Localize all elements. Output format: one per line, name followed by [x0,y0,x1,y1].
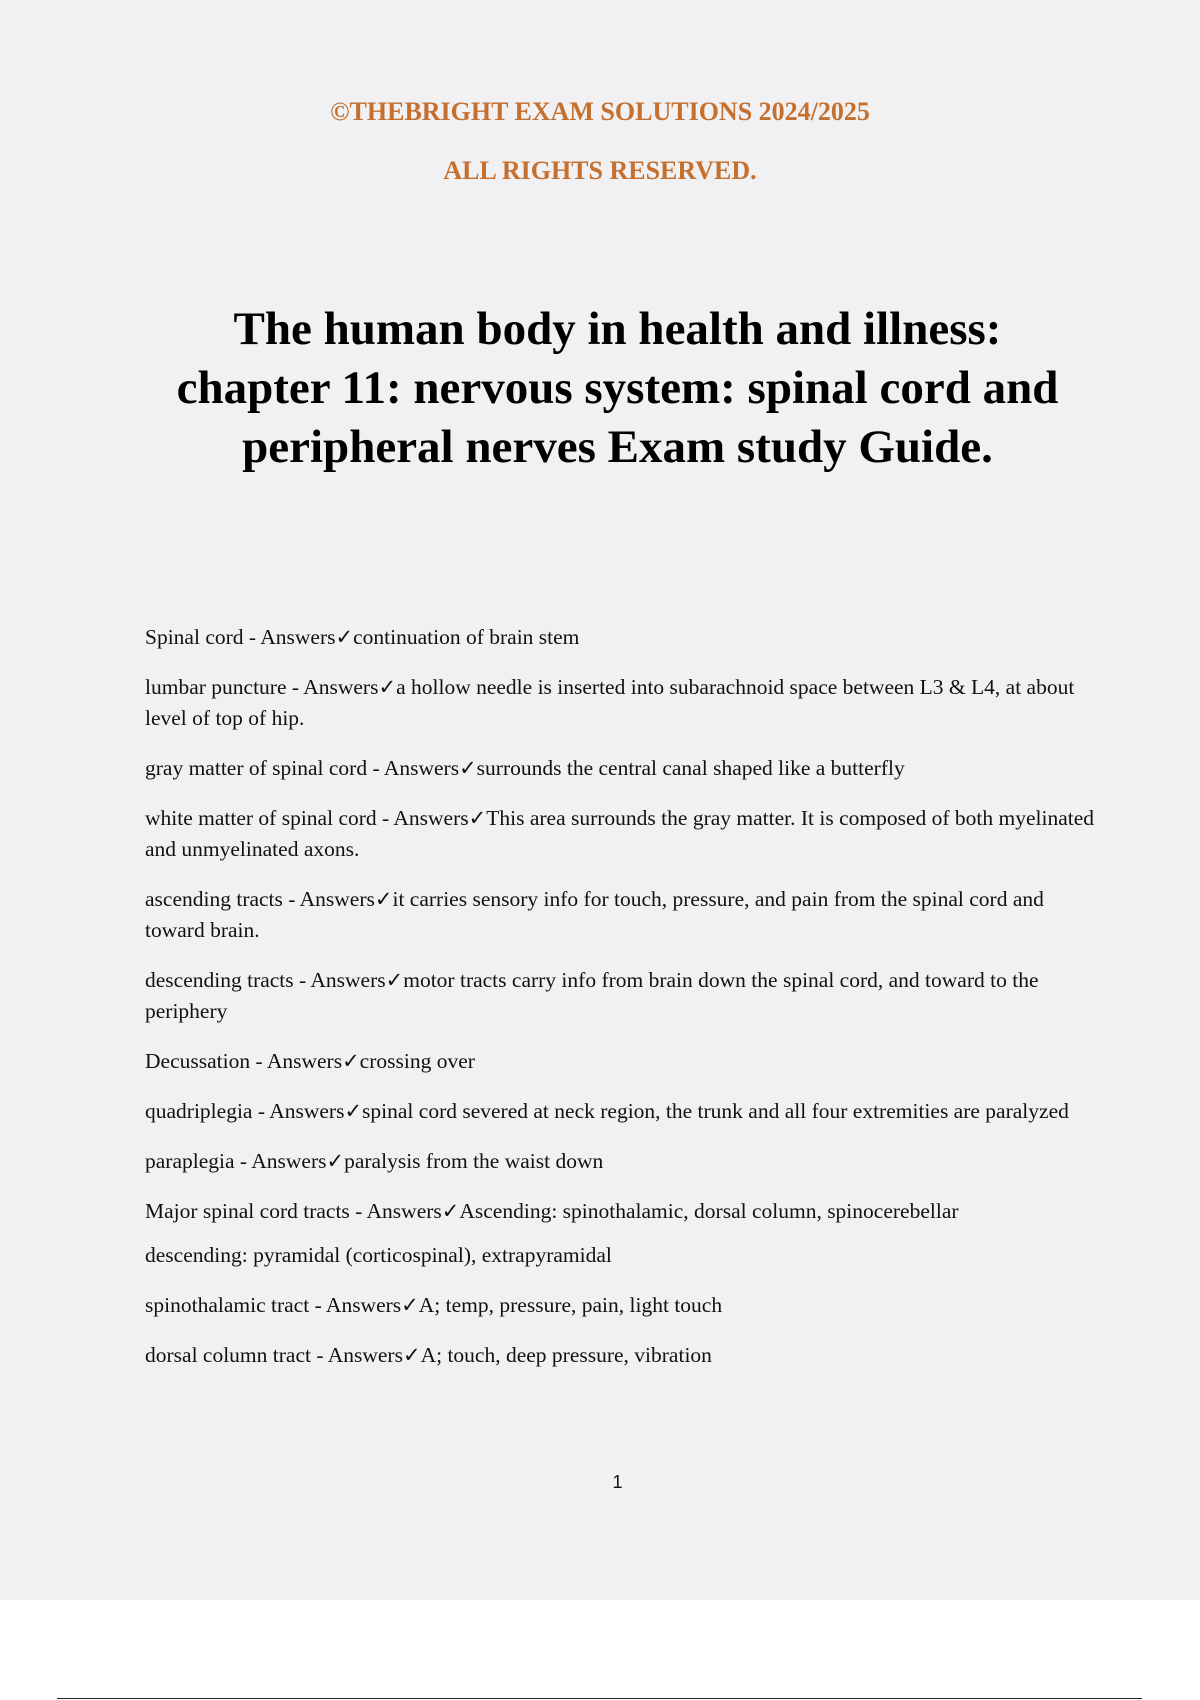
entry-definition: motor tracts carry info from brain down the spinal cord, and toward to the periphery [145,968,1039,1023]
checkmark-icon: ✓ [441,1199,460,1223]
entry-term: Spinal cord [145,625,244,649]
document-title [100,300,1135,477]
entry-definition: surrounds the central canal shaped like a butterfly [476,756,905,780]
entry-answers-label: - Answers [309,1293,402,1317]
entry-definition: This area surrounds the gray matter. It is composed of both myelinated and unmyelinated axons. [145,806,1095,861]
entry-definition: spinal cord severed at neck region, the trunk and all four extremities are paralyzed [362,1099,1069,1123]
qa-entry [145,622,1095,653]
entry-term: gray matter of spinal cord [145,756,368,780]
qa-entry-list [145,622,1095,1390]
entry-definition: A; temp, pressure, pain, light touch [418,1293,723,1317]
entry-definition: paralysis from the waist down [344,1149,604,1173]
checkmark-icon: ✓ [342,1049,360,1073]
title-line-1: The human body in health and illness: [233,303,1002,355]
qa-entry [145,1340,1095,1371]
checkmark-icon: ✓ [378,675,397,699]
entry-answers-label: - Answers [250,1049,343,1073]
checkmark-icon: ✓ [374,887,393,911]
entry-answers-label: - Answers [376,806,469,830]
checkmark-icon: ✓ [385,968,404,992]
entry-answers-label: - Answers [310,1343,403,1367]
entry-answers-label: - Answers [367,756,460,780]
entry-term: paraplegia [145,1149,235,1173]
entry-term: descending tracts [145,968,294,992]
entry-answers-label: - Answers [349,1199,442,1223]
qa-entry [145,1196,1095,1227]
entry-term: dorsal column tract [145,1343,311,1367]
entry-definition: Ascending: spinothalamic, dorsal column, spinocerebellar [459,1199,959,1223]
qa-entry [145,753,1095,784]
qa-entry-continuation [145,1240,1095,1271]
checkmark-icon: ✓ [344,1099,363,1123]
entry-term: quadriplegia [145,1099,253,1123]
title-line-2: chapter 11: nervous system: spinal cord and [176,362,1059,414]
entry-definition: continuation of brain stem [353,625,580,649]
qa-entry [145,1290,1095,1321]
entry-answers-label: - Answers [243,625,336,649]
qa-entry [145,1096,1095,1127]
checkmark-icon: ✓ [401,1293,419,1317]
entry-term: Decussation [145,1049,251,1073]
qa-entry [145,1146,1095,1177]
checkmark-icon: ✓ [459,756,477,780]
qa-entry [145,1046,1095,1077]
qa-entry [145,672,1095,734]
page-number: 1 [612,1472,623,1492]
checkmark-icon: ✓ [468,806,487,830]
entry-term: white matter of spinal cord [145,806,377,830]
entry-answers-label: - Answers [293,968,386,992]
entry-term: lumbar puncture [145,675,287,699]
entry-definition: A; touch, deep pressure, vibration [420,1343,712,1367]
entry-term: Major spinal cord tracts [145,1199,350,1223]
qa-entry [145,884,1095,946]
entry-definition: crossing over [359,1049,475,1073]
copyright-header: ©THEBRIGHT EXAM SOLUTIONS 2024/2025 [330,97,870,126]
rights-reserved-header: ALL RIGHTS RESERVED. [443,156,757,185]
checkmark-icon: ✓ [326,1149,345,1173]
title-line-3: peripheral nerves Exam study Guide. [242,421,993,473]
checkmark-icon: ✓ [402,1343,421,1367]
entry-continuation-text: descending: pyramidal (corticospinal), extrapyramidal [145,1243,612,1267]
entry-answers-label: - Answers [286,675,379,699]
entry-answers-label: - Answers [252,1099,345,1123]
entry-answers-label: - Answers [234,1149,327,1173]
qa-entry [145,965,1095,1027]
entry-term: spinothalamic tract [145,1293,310,1317]
entry-definition: it carries sensory info for touch, pressure, and pain from the spinal cord and toward brain. [145,887,1044,942]
entry-answers-label: - Answers [282,887,375,911]
qa-entry [145,803,1095,865]
entry-definition: a hollow needle is inserted into subarachnoid space between L3 & L4, at about level of top of hip. [145,675,1075,730]
checkmark-icon: ✓ [335,625,354,649]
bottom-divider [57,1698,1142,1699]
entry-term: ascending tracts [145,887,283,911]
